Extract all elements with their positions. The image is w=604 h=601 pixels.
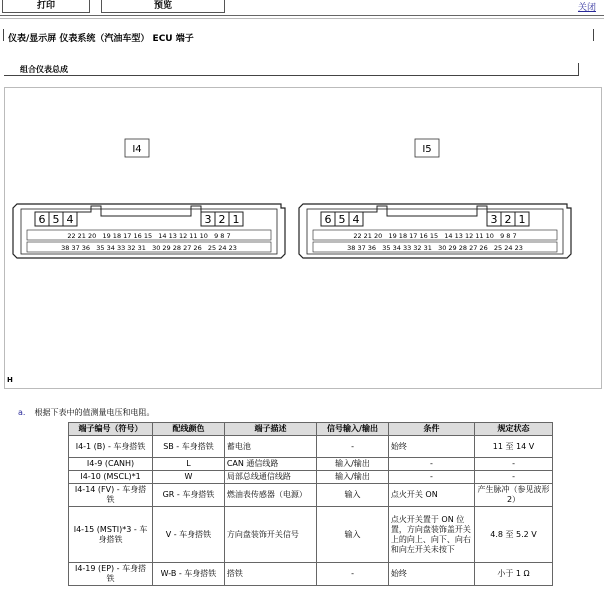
cell-description: 局部总线通信线路	[224, 471, 316, 484]
header-condition: 条件	[388, 423, 474, 436]
terminal-spec-table	[68, 422, 553, 586]
cell-wire-color: W-B - 车身搭铁	[153, 563, 225, 586]
cell-spec: 11 至 14 V	[475, 436, 553, 458]
header-description: 端子描述	[224, 423, 316, 436]
table-row	[69, 484, 553, 507]
section-underline	[4, 75, 579, 76]
pin-4: 4	[352, 213, 360, 226]
cell-signal-io: 输入/输出	[317, 458, 389, 471]
pin-6: 6	[38, 213, 46, 226]
cell-wire-color: L	[153, 458, 225, 471]
pin-4: 4	[66, 213, 74, 226]
cell-spec: 产生脉冲（参见波形 2）	[475, 484, 553, 507]
cell-spec: -	[475, 471, 553, 484]
pin-5: 5	[338, 213, 346, 226]
cell-condition: 始终	[388, 563, 474, 586]
header-terminal: 端子编号（符号）	[69, 423, 153, 436]
pin-1: 1	[518, 213, 526, 226]
section-right-bar	[578, 63, 579, 75]
pin-1: 1	[232, 213, 240, 226]
cell-description: 燃油表传感器（电源）	[224, 484, 316, 507]
cell-spec: 小于 1 Ω	[475, 563, 553, 586]
cell-terminal: I4-1 (B) - 车身搭铁	[69, 436, 153, 458]
cell-spec: -	[475, 458, 553, 471]
cell-terminal: I4-19 (EP) - 车身搭铁	[69, 563, 153, 586]
mid-pins-i4: 22 21 20 19 18 17 16 15 14 13 12 11 10 9 8 7	[67, 232, 231, 240]
diagram-corner-mark: H	[7, 376, 13, 384]
breadcrumb-right-bar	[593, 29, 594, 41]
cell-signal-io: -	[317, 436, 389, 458]
toolbar-divider	[0, 15, 604, 16]
cell-wire-color: GR - 车身搭铁	[153, 484, 225, 507]
connector-diagram	[4, 87, 602, 389]
cell-spec: 4.8 至 5.2 V	[475, 507, 553, 563]
step-letter: a.	[18, 408, 26, 417]
cell-condition: -	[388, 471, 474, 484]
instruction-step	[18, 407, 154, 418]
table-row	[69, 458, 553, 471]
cell-description: 搭铁	[224, 563, 316, 586]
pin-2: 2	[218, 213, 226, 226]
header-wire-color: 配线颜色	[153, 423, 225, 436]
cell-terminal: I4-10 (MSCL)*1	[69, 471, 153, 484]
pin-3: 3	[490, 213, 498, 226]
table-row	[69, 563, 553, 586]
connector-label-i5: I5	[422, 144, 432, 155]
connector-label-i4: I4	[132, 144, 142, 155]
table-row	[69, 507, 553, 563]
cell-description: 蓄电池	[224, 436, 316, 458]
step-text: 根据下表中的值测量电压和电阻。	[34, 408, 155, 417]
toolbar	[0, 0, 604, 14]
connector-i5	[299, 139, 571, 258]
connector-svg	[5, 88, 601, 388]
close-link[interactable]: 关闭	[577, 3, 596, 13]
cell-wire-color: W	[153, 471, 225, 484]
cell-condition: 始终	[388, 436, 474, 458]
cell-signal-io: 输入	[317, 507, 389, 563]
table-row	[69, 436, 553, 458]
table-row	[69, 471, 553, 484]
preview-button[interactable]: 预览	[101, 0, 225, 13]
cell-condition: -	[388, 458, 474, 471]
breadcrumb: 仪表/显示屏 仪表系统（汽油车型） ECU 端子	[8, 34, 194, 44]
cell-terminal: I4-14 (FV) - 车身搭铁	[69, 484, 153, 507]
mid-pins-i5: 22 21 20 19 18 17 16 15 14 13 12 11 10 9 8 7	[353, 232, 517, 240]
bot-pins-i4: 38 37 36 35 34 33 32 31 30 29 28 27 26 25 24 23	[61, 244, 237, 252]
cell-description: CAN 通信线路	[224, 458, 316, 471]
cell-wire-color: SB - 车身搭铁	[153, 436, 225, 458]
cell-condition: 点火开关置于 ON 位置，方向盘装饰盖开关上的向上、向下、向右和向左开关未按下	[388, 507, 474, 563]
bot-pins-i5: 38 37 36 35 34 33 32 31 30 29 28 27 26 25 24 23	[347, 244, 523, 252]
pin-5: 5	[52, 213, 60, 226]
cell-condition: 点火开关 ON	[388, 484, 474, 507]
section-title: 组合仪表总成	[20, 65, 68, 74]
breadcrumb-left-bar	[3, 29, 4, 41]
toolbar-divider-light	[0, 18, 604, 19]
pin-3: 3	[204, 213, 212, 226]
cell-terminal: I4-15 (MSTI)*3 - 车身搭铁	[69, 507, 153, 563]
header-spec: 规定状态	[475, 423, 553, 436]
pin-6: 6	[324, 213, 332, 226]
print-button[interactable]: 打印	[2, 0, 90, 13]
table-header-row	[69, 423, 553, 436]
pin-2: 2	[504, 213, 512, 226]
cell-wire-color: V - 车身搭铁	[153, 507, 225, 563]
cell-description: 方向盘装饰开关信号	[224, 507, 316, 563]
cell-signal-io: 输入/输出	[317, 471, 389, 484]
cell-signal-io: 输入	[317, 484, 389, 507]
connector-i4	[13, 139, 285, 258]
cell-signal-io: -	[317, 563, 389, 586]
cell-terminal: I4-9 (CANH)	[69, 458, 153, 471]
header-signal-io: 信号输入/输出	[317, 423, 389, 436]
